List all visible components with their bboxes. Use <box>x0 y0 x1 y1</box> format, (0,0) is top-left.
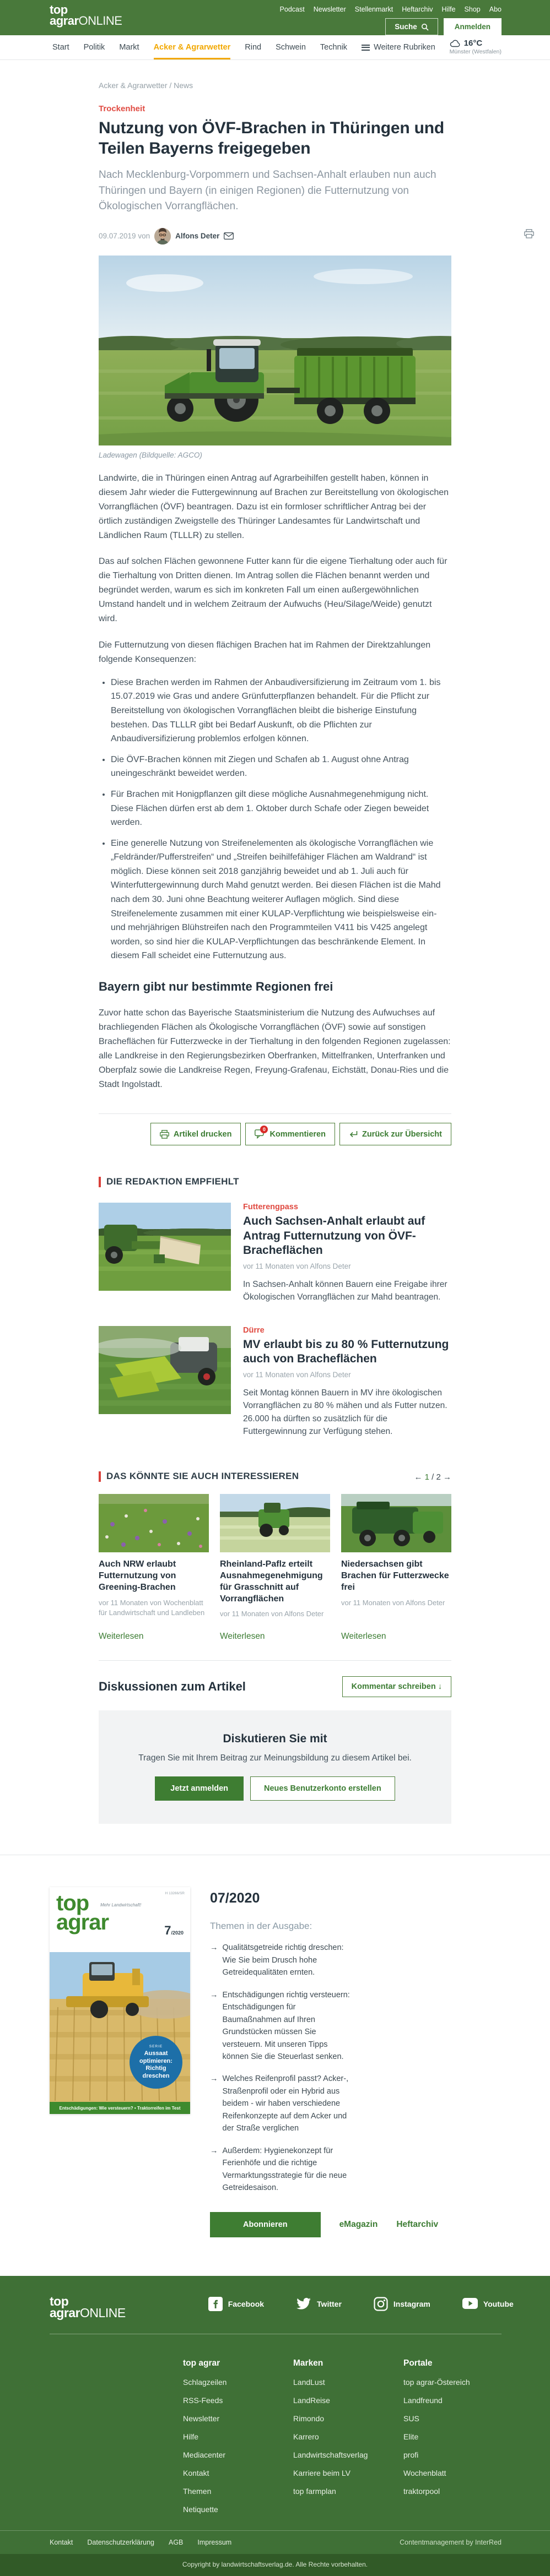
related-section-heading <box>99 1471 299 1482</box>
carousel-pagination <box>414 1472 451 1482</box>
twitter-icon <box>296 2297 311 2311</box>
youtube-label: Youtube <box>483 2299 514 2308</box>
arrow-right-icon: → <box>210 1943 218 1953</box>
footer-column-marken <box>293 2358 403 2514</box>
author-name[interactable]: Alfons Deter <box>175 232 220 241</box>
related-cards <box>99 1494 451 1642</box>
footer-link-top-agrar-oesterreich[interactable]: top agrar-Östereich <box>403 2377 470 2387</box>
nav-item-weitere-rubriken[interactable] <box>362 35 435 59</box>
nav-item-politik[interactable]: Politik <box>83 43 105 52</box>
footer-link-top-farmplan[interactable]: top farmplan <box>293 2486 336 2496</box>
weitere-rubriken-label: Weitere Rubriken <box>374 43 435 52</box>
cover-issue <box>164 1923 184 1938</box>
recommended-heading-label: DIE REDAKTION EMPFIEHLT <box>106 1176 239 1187</box>
print-article-label: Artikel drucken <box>173 1129 232 1139</box>
paragraph: Zuvor hatte schon das Bayerische Staatsministerium die Nutzung des Aufwuchses auf brachliegenden Flächen als Ökologische Vorrangflächen (ÖVF) sowie auf sonstigen Bracheflächen für Futterzwecke in der Tierhaltung in den folgenden Regionen zugelassen: alle Landkreise in den Regierungsbezirken Oberfranken, Mittelfranken, Unterfranken und Oberpfalz sowie die Landkreise Regen, Freyung-Grafenau, Eichstätt, Donau-Ries und die Stadt Ingolstadt. <box>99 1008 451 1089</box>
footer-column-heading: Marken <box>293 2358 323 2368</box>
image-caption: Ladewagen (Bildquelle: AGCO) <box>99 450 202 459</box>
arrow-right-icon: → <box>210 2146 218 2155</box>
login-button[interactable]: Anmelden <box>444 18 502 35</box>
footer-link-profi[interactable]: profi <box>403 2450 419 2459</box>
legal-link-agb[interactable]: AGB <box>169 2538 184 2546</box>
comment-button[interactable] <box>245 1123 335 1145</box>
recommended-article-2-title[interactable]: MV erlaubt bis zu 80 % Futternutzung auch von Bracheflächen <box>243 1338 449 1365</box>
recommended-article-2-kicker: Dürre <box>243 1325 265 1335</box>
search-button[interactable] <box>385 18 438 35</box>
related-card-1-title[interactable]: Auch NRW erlaubt Futternutzung von Greening-Brachen <box>99 1559 176 1592</box>
footer-column-portale <box>403 2358 514 2514</box>
weather-widget[interactable] <box>450 39 502 55</box>
byline <box>99 228 451 244</box>
article-hero-image <box>99 256 451 445</box>
cover-code: H 13266/SR <box>165 1892 185 1896</box>
site-footer <box>0 2276 550 2576</box>
utility-nav-newsletter[interactable]: Newsletter <box>313 6 346 13</box>
pagination-next-arrow[interactable]: → <box>443 1472 451 1482</box>
print-article-button[interactable] <box>150 1123 241 1145</box>
footer-link-themen[interactable]: Themen <box>183 2486 212 2496</box>
related-heading-label: DAS KÖNNTE SIE AUCH INTERESSIEREN <box>106 1471 299 1482</box>
youtube-link[interactable] <box>462 2297 514 2311</box>
logo-agrar: agrar <box>50 14 79 28</box>
search-button-label: Suche <box>395 23 417 31</box>
cover-bottom-strip: Entschädigungen: Wie versteuern? • Traktorreifen im Test <box>50 2102 190 2114</box>
back-label: Zurück zur Übersicht <box>362 1129 442 1139</box>
article-subheading: Bayern gibt nur bestimmte Regionen frei <box>99 980 333 994</box>
footer-link-newsletter[interactable]: Newsletter <box>183 2414 220 2423</box>
magazine-issue-heading: 07/2020 <box>210 1890 260 1906</box>
footer-link-mediacenter[interactable]: Mediacenter <box>183 2450 226 2459</box>
bullet-item: • Die ÖVF-Brachen können mit Ziegen und Schafen ab 1. August ohne Antrag uneingeschränkt beweidet werden. <box>111 753 451 781</box>
cms-credit: Contentmanagement by InterRed <box>400 2538 502 2546</box>
footer-link-rimondo[interactable]: Rimondo <box>293 2414 325 2423</box>
related-card-1[interactable] <box>99 1494 209 1642</box>
print-icon[interactable] <box>524 229 534 238</box>
cover-badge-text: Aussaat optimieren: Richtig dreschen <box>139 2050 172 2080</box>
discussion-box-title: Diskutieren Sie mit <box>223 1732 327 1746</box>
footer-social <box>208 2297 514 2311</box>
utility-nav-podcast[interactable]: Podcast <box>279 6 305 13</box>
recommended-article-1[interactable] <box>99 1203 451 1303</box>
emagazin-link[interactable]: eMagazin <box>339 2219 378 2229</box>
login-now-button[interactable]: Jetzt anmelden <box>155 1776 244 1801</box>
footer-link-karrero[interactable]: Karrero <box>293 2432 319 2441</box>
related-card-2-meta: vor 11 Monaten von Alfons Deter <box>220 1610 324 1618</box>
create-account-button[interactable]: Neues Benutzerkonto erstellen <box>250 1776 395 1801</box>
recommended-article-2-image <box>99 1326 231 1414</box>
footer-link-schlagzeilen[interactable]: Schlagzeilen <box>183 2377 227 2387</box>
back-arrow-icon <box>349 1131 358 1138</box>
paragraph: Das auf solchen Flächen gewonnene Futter kann für die eigene Tierhaltung oder auch für die Tierhaltung von Dritten dienen. Im Antrag sollen die Flächen benannt werden und begründet werden, warum es sich im konkreten Fall um einen außergewöhnlichen Umstand handelt und in welchem Zeitraum der Aufwuchs (Heu/Silage/Weide) genutzt wird. <box>99 557 447 624</box>
cover-tagline: Mehr Landwirtschaft! <box>100 1903 142 1908</box>
article-date: 09.07.2019 <box>99 232 136 241</box>
breadcrumb[interactable]: Acker & Agrarwetter / News <box>99 81 193 90</box>
comment-count-badge: 0 <box>260 1126 268 1133</box>
youtube-icon <box>462 2298 478 2310</box>
byline-von: von <box>138 232 150 241</box>
bullet-item: • Eine generelle Nutzung von Streifenelementen als ökologische Vorrangflächen wie „Feldränder/Pufferstreifen“ und „Streifen beihilfefähiger Flächen am Waldrand“ ist möglich. Diese können seit 2018 ganzjährig beweidet und ab 1. Juli auch für Winterfuttergewinnung durch Mahd genutzt werden. Bei diesen Flächen ist die Mahd nach dem 30. Juni ohne Beachtung weiterer Auflagen möglich. Sind diese Streifenelemente zusammen mit einer KULAP-Verpflichtung wie beispielsweise ein- und mehrjährigen Blühstreifen nach den Programmteilen V411 bis V425 angelegt worden, so sind hier die KULAP-Verpflichtungen das beschränkende Element. In diesem Fall scheidet eine Futternutzung aus. <box>111 836 451 963</box>
footer-link-karriere-beim-lv[interactable]: Karriere beim LV <box>293 2468 351 2477</box>
weather-temp: 16°C <box>463 39 483 48</box>
related-card-2-title[interactable]: Rheinland-Paflz erteilt Ausnahmegenehmigung für Grasschnitt auf Vorrangflächen <box>220 1559 323 1604</box>
footer-link-traktorpool[interactable]: traktorpool <box>403 2486 440 2496</box>
back-to-overview-button[interactable] <box>339 1123 451 1145</box>
related-card-2-image <box>220 1494 330 1552</box>
footer-link-netiquette[interactable]: Netiquette <box>183 2504 218 2514</box>
discussion-box <box>99 1710 451 1824</box>
footer-link-kontakt[interactable]: Kontakt <box>183 2468 209 2477</box>
related-card-2[interactable] <box>220 1494 330 1642</box>
related-card-3[interactable] <box>341 1494 451 1642</box>
facebook-link[interactable] <box>208 2297 264 2311</box>
related-card-1-weiterlesen-link[interactable]: Weiterlesen <box>99 1632 144 1642</box>
main-nav <box>0 35 550 60</box>
discussion-heading: Diskussionen zum Artikel <box>99 1680 246 1694</box>
related-card-3-title[interactable]: Niedersachsen gibt Brachen für Futterzwecke frei <box>341 1559 449 1592</box>
magazine-topic: → Qualitätsgetreide richtig dreschen: Wie Sie beim Drusch hohe Getreidequalitäten ernten. <box>210 1942 351 1979</box>
utility-nav-hilfe[interactable]: Hilfe <box>441 6 456 13</box>
pagination-total: / 2 <box>432 1472 441 1482</box>
cover-badge-serie: SERIE <box>149 2044 163 2048</box>
red-bar <box>99 1471 101 1482</box>
page-title: Nutzung von ÖVF-Brachen in Thüringen und Teilen Bayerns freigegeben <box>99 119 444 158</box>
red-bar <box>99 1177 101 1187</box>
article-lead: Nach Mecklenburg-Vorpommern und Sachsen-Anhalt erlauben nun auch Thüringen und Bayern (in einigen Regionen) die Futternutzung von Ökologischen Vorrangflächen. <box>99 169 436 213</box>
footer-link-landwirtschaftsverlag[interactable]: Landwirtschaftsverlag <box>293 2450 368 2459</box>
article <box>99 81 451 1824</box>
footer-legal-bar <box>0 2530 550 2554</box>
cover-logo-top: top <box>56 1891 89 1916</box>
footer-link-hilfe[interactable]: Hilfe <box>183 2432 199 2441</box>
footer-logo-online: ONLINE <box>80 2305 126 2320</box>
logo-top: top <box>50 3 68 17</box>
footer-link-sus[interactable]: SUS <box>403 2414 419 2423</box>
magazine-topic: → Welches Reifenprofil passt? Acker-, Straßenprofil oder ein Hybrid aus beidem - wir haben verschiedene Reifenkonzepte auf dem Acker und der Straße verglichen <box>210 2073 351 2134</box>
write-comment-button[interactable]: Kommentar schreiben ↓ <box>342 1676 451 1697</box>
utility-nav-abo[interactable]: Abo <box>489 6 502 13</box>
footer-link-rss-feeds[interactable]: RSS-Feeds <box>183 2395 223 2405</box>
paragraph: Landwirte, die in Thüringen einen Antrag auf Agrarbeihilfen gestellt haben, können in diesem Jahr wieder die Futtergewinnung auf Brachen zur Bereitstellung von ökologischen Vorrangflächen (ÖVF) beantragen. Dazu ist ein formloser schriftlicher Antrag bei der örtlich zuständigen Zweigstelle des Thüringer Landesamtes für Landwirtschaft und Ländlichen Raum (TLLLR) zu stellen. <box>99 473 449 540</box>
utility-nav-heftarchiv[interactable]: Heftarchiv <box>402 6 433 13</box>
copyright-bar: Copyright by landwirtschaftsverlag.de. Alle Rechte vorbehalten. <box>0 2554 550 2576</box>
footer-logo-agrar: agrar <box>50 2305 80 2320</box>
footer-link-landreise[interactable]: LandReise <box>293 2395 330 2405</box>
cover-logo <box>56 1891 109 1935</box>
legal-link-kontakt[interactable]: Kontakt <box>50 2538 73 2546</box>
paragraph: Die Futternutzung von diesen flächigen Brachen hat im Rahmen der Direktzahlungen folgende Konsequenzen: <box>99 640 431 664</box>
magazine-topic: → Außerdem: Hygienekonzept für Ferienhöfe und die richtige Vermarktungsstrategie für die neue Getreidesaison. <box>210 2145 351 2194</box>
related-card-1-image <box>99 1494 209 1552</box>
recommended-article-2[interactable] <box>99 1326 451 1438</box>
comment-label: Kommentieren <box>269 1129 326 1139</box>
instagram-label: Instagram <box>393 2299 430 2308</box>
twitter-label: Twitter <box>317 2299 342 2308</box>
recommended-article-1-title[interactable]: Auch Sachsen-Anhalt erlaubt auf Antrag Futternutzung von ÖVF-Bracheflächen <box>243 1215 425 1257</box>
cover-badge <box>130 2036 182 2089</box>
discussion-box-text: Tragen Sie mit Ihrem Beitrag zur Meinungsbildung zu diesem Artikel bei. <box>138 1753 412 1763</box>
nav-item-acker-agrarwetter[interactable]: Acker & Agrarwetter <box>154 35 231 59</box>
article-body <box>99 471 451 1092</box>
cloud-icon <box>450 40 461 47</box>
recommended-article-1-kicker: Futterengpass <box>243 1203 298 1212</box>
cover-issue-number: 7 <box>164 1923 171 1938</box>
recommended-article-1-image <box>99 1203 231 1291</box>
site-header <box>0 0 550 35</box>
nav-item-markt[interactable]: Markt <box>119 43 139 52</box>
twitter-link[interactable] <box>296 2297 342 2311</box>
hamburger-icon <box>362 43 370 52</box>
magazine-cover[interactable] <box>50 1887 190 2114</box>
nav-item-start[interactable]: Start <box>52 43 69 52</box>
footer-column-heading: Portale <box>403 2358 433 2368</box>
nav-item-rind[interactable]: Rind <box>245 43 262 52</box>
site-logo[interactable] <box>50 4 122 27</box>
article-kicker: Trockenheit <box>99 104 145 113</box>
recommended-article-1-meta: vor 11 Monaten von Alfons Deter <box>243 1262 351 1271</box>
facebook-label: Facebook <box>228 2299 265 2308</box>
footer-link-wochenblatt[interactable]: Wochenblatt <box>403 2468 446 2477</box>
cover-photo <box>50 1952 190 2102</box>
recommended-article-2-teaser: Seit Montag können Bauern in MV ihre ökologischen Vorrangflächen zu 80 % mähen und als Futter nutzen. 26.000 ha dürften so zusätzlich für die Futtergewinnung zur Verfügung stehen. <box>243 1388 447 1436</box>
recommended-article-1-teaser: In Sachsen-Anhalt können Bauern eine Freigabe ihrer Ökologischen Vorrangflächen zur Mahd beantragen. <box>243 1280 447 1302</box>
footer-link-landlust[interactable]: LandLust <box>293 2377 325 2387</box>
recommended-section-heading <box>99 1176 451 1187</box>
legal-link-impressum[interactable]: Impressum <box>197 2538 232 2546</box>
footer-column-heading: top agrar <box>183 2358 220 2368</box>
legal-link-datenschutz[interactable]: Datenschutzerklärung <box>87 2538 154 2546</box>
related-card-3-image <box>341 1494 451 1552</box>
instagram-icon <box>374 2297 388 2311</box>
facebook-icon <box>208 2297 223 2311</box>
cover-issue-year: /2020 <box>171 1930 184 1936</box>
weather-location: Münster (Westfalen) <box>449 48 502 55</box>
subscribe-button[interactable]: Abonnieren <box>210 2212 321 2237</box>
related-card-1-meta: vor 11 Monaten von Wochenblatt für Landwirtschaft und Landleben <box>99 1598 205 1617</box>
printer-icon <box>160 1130 169 1139</box>
logo-online: ONLINE <box>78 14 122 28</box>
recommended-article-2-meta: vor 11 Monaten von Alfons Deter <box>243 1371 351 1379</box>
arrow-right-icon: → <box>210 2074 218 2084</box>
footer-link-landfreund[interactable]: Landfreund <box>403 2395 443 2405</box>
bullet-item: • Für Brachen mit Honigpflanzen gilt diese mögliche Ausnahmegenehmigung nicht. Diese Flächen dürfen erst ab dem 1. Oktober durch Schafe oder Ziegen beweidet werden. <box>111 787 451 830</box>
bullet-item: • Diese Brachen werden im Rahmen der Anbaudiversifizierung im Zeitraum vom 1. bis 15.07.2019 wie Gras und andere Grünfutterpflanzen behandelt. Für die Pflicht zur Bereitstellung von ökologischen Vorrangflächen bleibt die bisherige Einstufung bestehen. Das TLLLR gibt bei Bedarf Auskunft, ob die Pflichten zur Anbaudiversifizierung problemlos erfolgen können. <box>111 676 451 746</box>
utility-nav <box>280 6 502 13</box>
pagination-prev-arrow[interactable]: ← <box>414 1472 423 1482</box>
footer-link-elite[interactable]: Elite <box>403 2432 419 2441</box>
magazine-topics-label: Themen in der Ausgabe: <box>210 1921 312 1932</box>
nav-item-schwein[interactable]: Schwein <box>276 43 306 52</box>
arrow-right-icon: → <box>210 1990 218 1999</box>
article-actions <box>99 1113 451 1145</box>
email-icon[interactable] <box>224 232 234 240</box>
footer-column-topagrar <box>183 2358 293 2514</box>
author-avatar <box>154 228 171 244</box>
cover-logo-agrar: agrar <box>56 1910 109 1935</box>
pagination-current: 1 <box>424 1472 429 1482</box>
footer-logo[interactable] <box>50 2296 126 2319</box>
related-card-2-weiterlesen-link[interactable]: Weiterlesen <box>220 1632 265 1642</box>
related-card-3-meta: vor 11 Monaten von Alfons Deter <box>341 1598 445 1607</box>
utility-nav-shop[interactable]: Shop <box>464 6 481 13</box>
instagram-link[interactable] <box>374 2297 430 2311</box>
bullet-list <box>99 676 451 963</box>
magazine-promo <box>0 1855 550 2275</box>
magazine-topic: → Entschädigungen richtig versteuern: Entschädigungen für Baumaßnahmen auf Ihren Grundstücken müssen Sie versteuern. Mit unseren Tipps können Sie die Steuerlast senken. <box>210 1989 351 2063</box>
search-icon <box>421 23 429 31</box>
related-card-3-weiterlesen-link[interactable]: Weiterlesen <box>341 1632 386 1642</box>
heftarchiv-link[interactable]: Heftarchiv <box>396 2219 439 2229</box>
utility-nav-stellenmarkt[interactable]: Stellenmarkt <box>354 6 393 13</box>
magazine-topics <box>210 1942 502 2204</box>
nav-item-technik[interactable]: Technik <box>320 43 348 52</box>
footer-logo-top: top <box>50 2294 69 2308</box>
footer-columns <box>0 2334 550 2530</box>
